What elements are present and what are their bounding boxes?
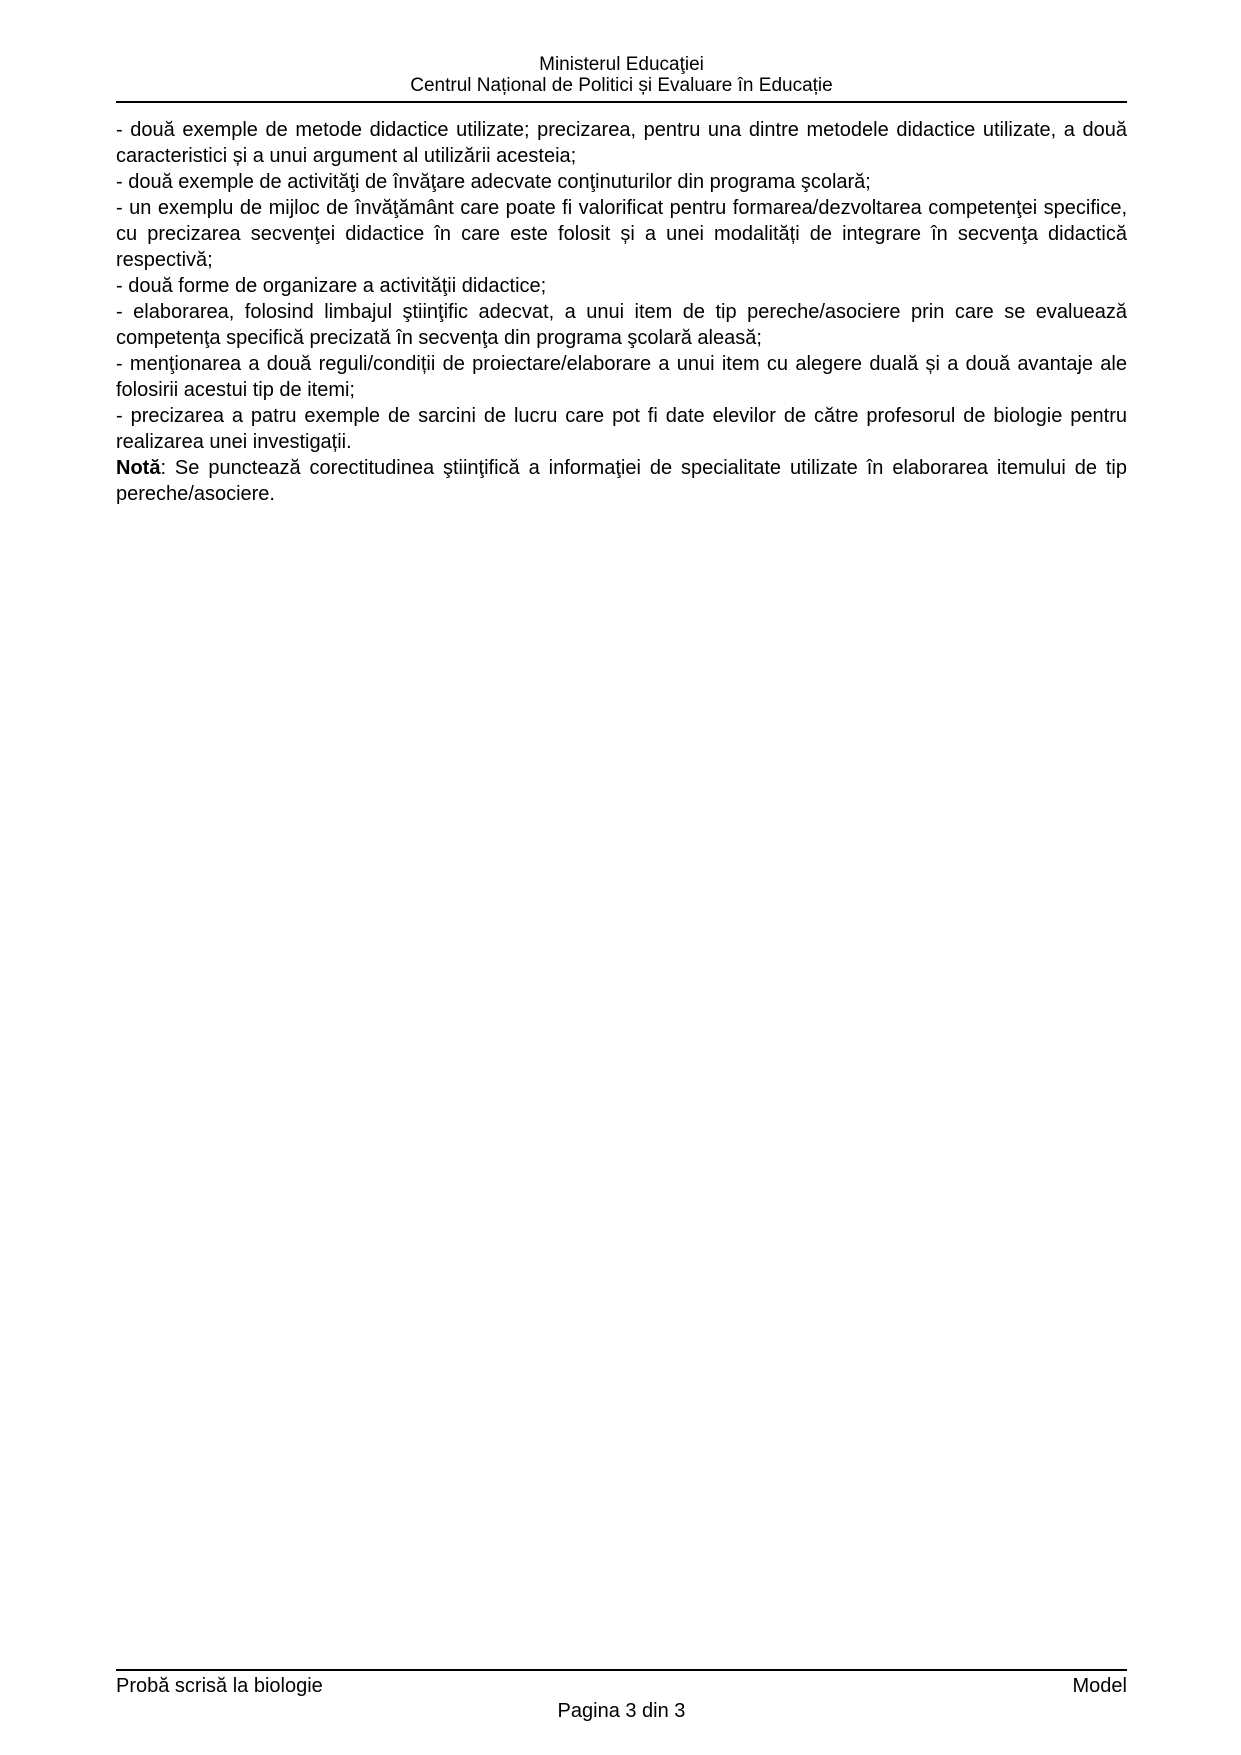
page-footer (116, 1669, 1127, 1724)
requirement-item: - menţionarea a două reguli/condiții de proiectare/elaborare a unui item cu alegere duală și a două avantaje ale folosirii acestui tip de itemi; (116, 353, 1127, 401)
header-ministry-line: Ministerul Educaţiei (539, 54, 704, 75)
footer-row (116, 1674, 1127, 1699)
footer-page-number: Pagina 3 din 3 (557, 1700, 686, 1722)
footer-variant-label: Model (1072, 1675, 1127, 1697)
header-center-line: Centrul Național de Politici și Evaluare în Educație (410, 75, 833, 96)
note-label: Notă (116, 457, 161, 479)
document-content (116, 117, 1127, 507)
note-text: : Se punctează corectitudinea ştiinţifică a informaţiei de specialitate utilizate în elaborarea itemului de tip pereche/asociere. (116, 457, 1127, 505)
page-header (116, 54, 1127, 103)
note-paragraph (116, 455, 1127, 507)
footer-exam-name: Probă scrisă la biologie (116, 1675, 323, 1697)
requirement-item: - două exemple de metode didactice utilizate; precizarea, pentru una dintre metodele didactice utilizate, a două caracteristici și a unui argument al utilizării acesteia; (116, 119, 1127, 167)
requirement-item: - două forme de organizare a activităţii didactice; (116, 275, 547, 297)
requirement-item: - un exemplu de mijloc de învăţământ care poate fi valorificat pentru formarea/dezvoltarea competenţei specifice, cu precizarea secvenţei didactice în care este folosit și a unei modalități de integrare în secvenţa didactică respectivă; (116, 197, 1127, 271)
requirement-item: - elaborarea, folosind limbajul ştiinţific adecvat, a unui item de tip pereche/asociere prin care se evaluează competenţa specifică precizată în secvenţa din programa şcolară aleasă; (116, 301, 1127, 349)
requirement-item: - precizarea a patru exemple de sarcini de lucru care pot fi date elevilor de către profesorul de biologie pentru realizarea unei investigații. (116, 405, 1127, 453)
requirement-item: - două exemple de activităţi de învăţare adecvate conţinuturilor din programa şcolară; (116, 171, 871, 193)
